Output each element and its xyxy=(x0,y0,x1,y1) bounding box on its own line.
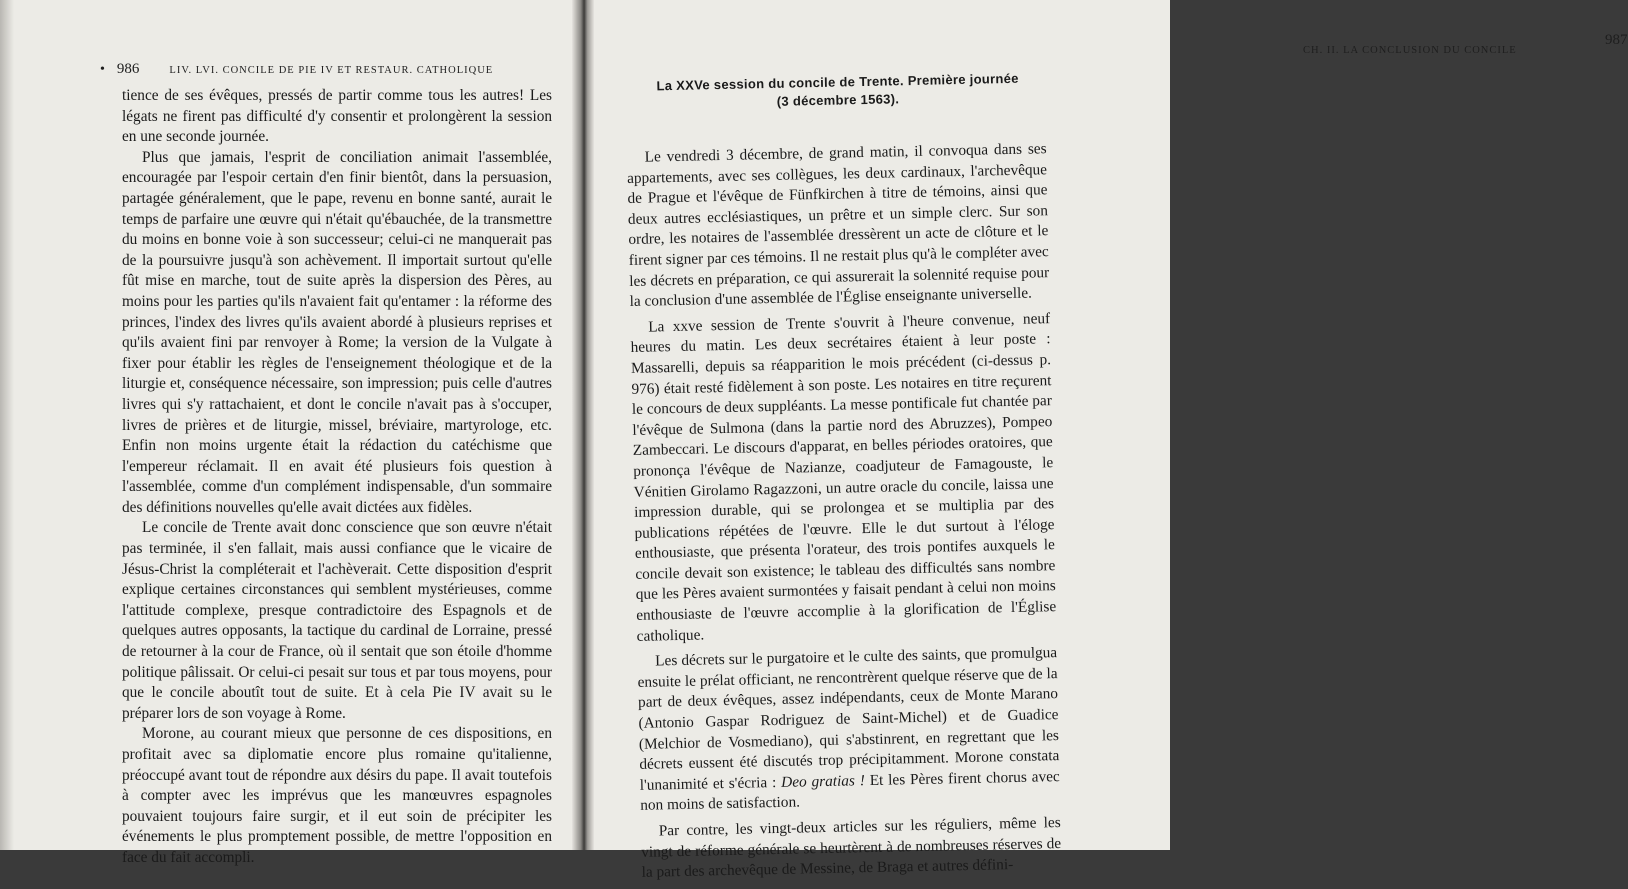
paragraph xyxy=(637,643,1060,817)
left-page xyxy=(0,0,580,866)
left-running-header xyxy=(100,60,493,78)
paragraph: Morone, au courant mieux que personne de ces dispositions, en profitait avec sa diplomatie encore plus romaine qu'italienne, préoccupé avant tout de répondre aux désirs du pape. Il avait toutefois à compter avec les imprévus que les manœuvres espagnoles pouvaient toujours faire surgir, et il eut soin de précipiter les événements le plus promptement possible, de mettre l'opposition en face du fait accompli. xyxy=(122,725,552,866)
page-edge-shadow xyxy=(0,0,14,850)
right-running-title: CH. II. LA CONCLUSION DU CONCILE xyxy=(1303,45,1517,56)
right-body-text xyxy=(626,139,1061,883)
section-title xyxy=(625,69,1051,114)
book-gutter xyxy=(572,0,594,850)
paragraph-text: Les décrets sur le purgatoire et le culte des saints, que promulgua ensuite le prélat officiant, ne rencontrèrent quelque réserve que de la part de deux évêques, assez indépendants, ceux de Monte Marano (Antonio Gaspar Rodriguez de Saint-Michel) et de Guadice (Melchior de Vosmediano), qui s'abstinrent, en regrettant que les décrets eussent été discutés trop précipitamment. Morone constata l'unanimité et s'écria : xyxy=(637,644,1060,794)
paragraph-text-tail: Et les Pères firent chorus avec non moins de satisfaction. xyxy=(640,767,1060,815)
paragraph: Par contre, les vingt-deux articles sur les réguliers, même les vingt de réforme générale se heurtèrent à de nombreuses réserves de la part des archevêque de Messine, de Braga et autres défini- xyxy=(641,814,1062,882)
paragraph: La xxve session de Trente s'ouvrit à l'heure convenue, neuf heures du matin. Les deux secrétaires étaient à leur poste : Massarelli, depuis sa réapparition le mois précédent (ci-dessus p. 976) était resté fidèlement à son poste. Les notaires en titre reçurent le concours de deux suppléants. La messe pontificale fut chantée par l'évêque de Sulmona (dans la partie nord des Abruzzes), Pompeo Zambeccari. Le discours d'apparat, en belles périodes oratoires, que prononça l'évêque de Nazianze, coadjuteur de Famagouste, le Vénitien Girolamo Ragazzoni, un autre oracle du concile, laissa une impression durable, qui se prolongea et se multiplia par des publications répétées de l'œuvre. Elle le dut surtout à l'éloge enthousiaste, que présenta l'orateur, des trois pontifes auxquels le concile devait son existence; le tableau des difficultés sans nombre que les Pères avaient surmontées y faisait pendant à celui non moins enthousiaste de l'œuvre accomplie à la glorification de l'Église catholique. xyxy=(630,309,1057,645)
left-page-number: 986 xyxy=(116,61,140,77)
section-title-line: La XXVe session du concile de Trente. Première journée xyxy=(656,70,1019,94)
paragraph: Le concile de Trente avait donc conscience que son œuvre n'était pas terminée, il s'en fallait, mais aussi confiance que le vicaire de Jésus-Christ la compléterait et l'achèverait. Cette disposition d'esprit explique certaines circonstances qui semblent mystérieuses, comme l'attitude complexe, presque contradictoire des Espagnols et de quelques autres opposants, la tactique du cardinal de Lorraine, pressé de retourner à la cour de France, où il sentait que son étoile d'homme politique pâlissait. Or celui-ci pesait sur tous et par tous moyens, pour que le concile aboutît tout de suite. Et à cela Pie IV avait su le préparer lors de son voyage à Rome. xyxy=(122,519,552,722)
italic-exclamation: Deo gratias ! xyxy=(780,771,866,791)
left-body-text xyxy=(122,86,552,869)
left-running-title: LIV. LVI. CONCILE DE PIE IV ET RESTAUR. CATHOLIQUE xyxy=(169,65,494,76)
page-bullet: • xyxy=(100,62,105,77)
section-title-date: (3 décembre 1563). xyxy=(776,91,900,109)
paragraph: Le vendredi 3 décembre, de grand matin, il convoqua dans ses appartements, avec ses collègues, les deux cardinaux, l'archevêque de Prague et l'évêque de Fünfkirchen à titre de témoins, ainsi que deux autres ecclésiastiques, un prêtre et un simple clerc. Sur son ordre, les notaires de l'assemblée dressèrent un acte de clôture et le firent signer par ces témoins. Il ne restait plus qu'à le compléter avec les décrets en préparation, ce qui assurerait la solennité requise pour la conclusion d'une assemblée de l'Église enseignante universelle. xyxy=(626,140,1050,311)
paragraph: tience de ses évêques, pressés de partir comme tous les autres! Les légats ne firent pas difficulté d'y consentir et prolongèrent la session en une seconde journée. xyxy=(122,87,552,146)
right-content xyxy=(625,69,1067,889)
paragraph: Plus que jamais, l'esprit de conciliation animait l'assemblée, encouragée par l'espoir certain d'en finir bientôt, dans la persuasion, partagée généralement, que le pape, revenu en bonne santé, aurait le temps de parfaire une œuvre qui n'était qu'ébauchée, de la transmettre du moins en bonne voie à son successeur; celui-ci ne manquerait pas de la poursuivre jusqu'à son achèvement. Il importait surtout qu'elle fût mise en marche, tout de suite après la dispersion des Pères, au moins pour les parties qu'ils n'avaient fait qu'entamer : la réforme des princes, l'index des livres qu'ils avaient abordé à plusieurs reprises et qu'ils avaient fini par renvoyer à Rome; la version de la Vulgate à fixer pour établir les règles de l'enseignement théologique et de la liturgie et, conséquence nécessaire, son impression; puis celle d'autres livres qui s'y rattachaient, et dont le concile n'avait pas à s'occuper, livres de prières et de liturgie, missel, bréviaire, martyrologe, etc. Enfin non moins urgente était la rédaction du catéchisme que l'empereur réclamait. Il en avait été plusieurs fois question à l'assemblée, comme d'un complément indispensable, d'un sommaire des définitions nouvelles qu'elle avait dictées aux fidèles. xyxy=(122,148,552,516)
right-page-number: 987 xyxy=(1605,32,1628,48)
right-running-header xyxy=(1303,40,1517,58)
